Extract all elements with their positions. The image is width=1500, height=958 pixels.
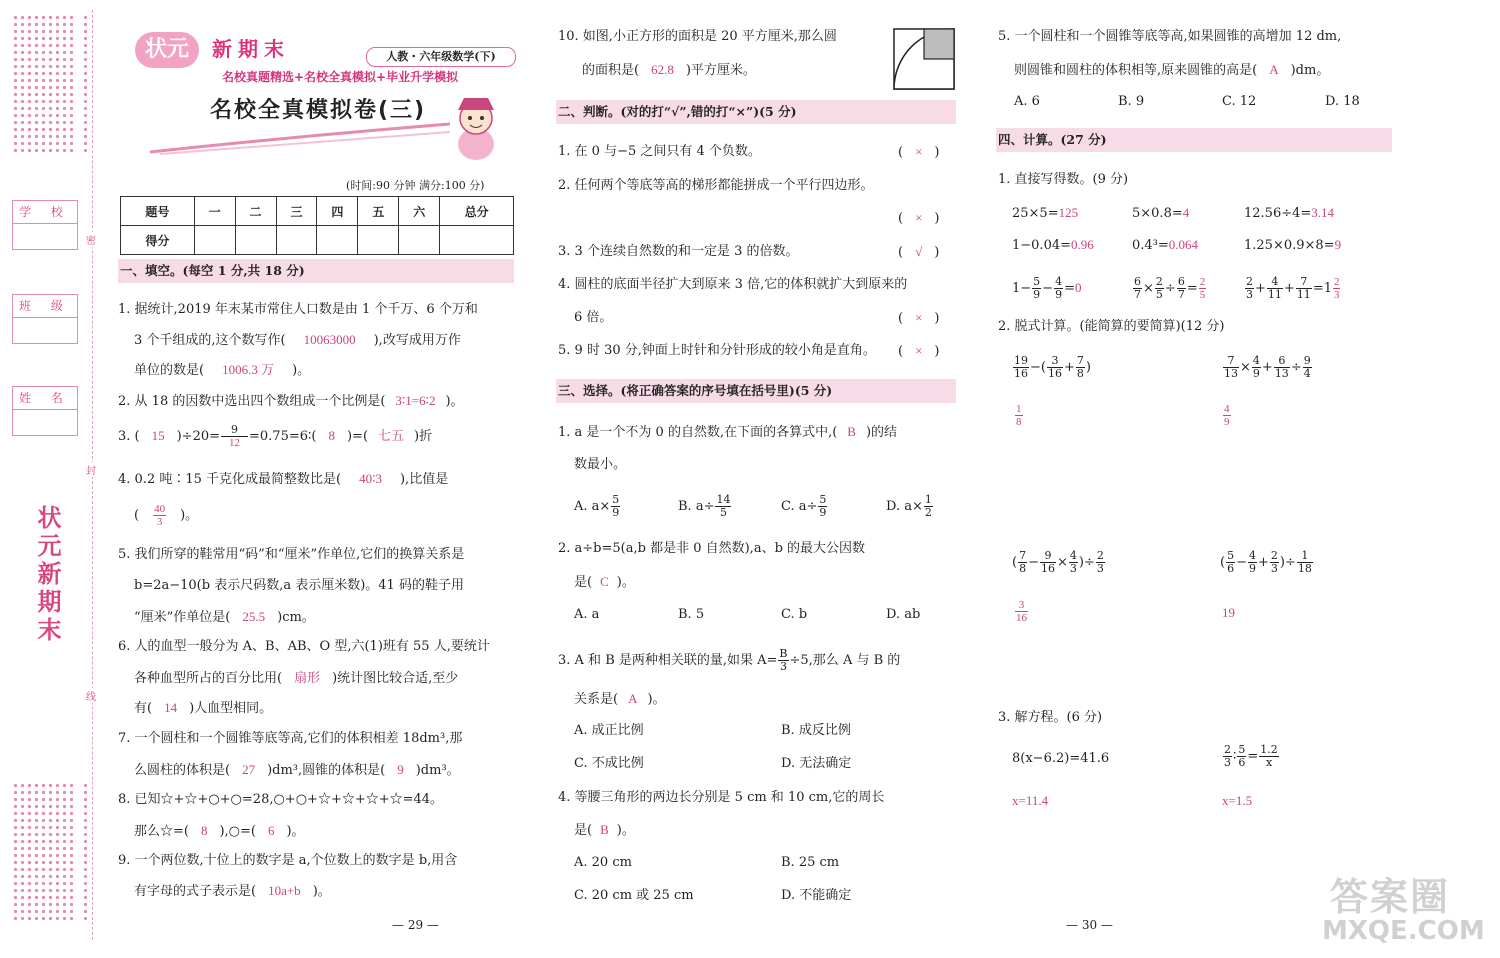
choice-q2-line2: 是( C )。 [574, 574, 635, 590]
fill-q6-line1: 6. 人的血型一般分为 A、B、AB、O 型,六(1)班有 55 人,要统计 [118, 639, 490, 654]
section-choice-header: 三、选择。(将正确答案的序号填在括号里)(5 分) [556, 379, 956, 403]
judge-q1-answer: ( × ) [898, 144, 940, 160]
calc-step-expr: $\frac{19}{16}$ −( $\frac{3}{16}$ + $\frac{7}{8}$ ) [1014, 354, 1091, 380]
equation-1-answer: x=11.4 [1012, 793, 1049, 808]
title-swoosh [150, 122, 450, 156]
equation-2: $\frac{2}{3}$ ∶ $\frac{5}{6}$ = $\frac{1.2}{x}$ [1224, 743, 1278, 769]
answer: 10a+b [268, 883, 301, 898]
decor-dots-top [12, 14, 74, 154]
calc-item: $\frac{2}{3}$ + $\frac{4}{11}$ + $\frac{7}{11}$ =1 $\frac{2}{3}$ [1246, 275, 1340, 301]
judge-q4-line2: 6 倍。 [574, 310, 613, 325]
score-input[interactable] [317, 226, 358, 255]
score-header-row [121, 197, 514, 226]
circle-square-figure [893, 28, 955, 90]
fill-q5-line1: 5. 我们所穿的鞋常用“码”和“厘米”作单位,它们的换算关系是 [118, 547, 465, 562]
judge-q5-answer: ( × ) [898, 343, 940, 359]
judge-q4: 4. 圆柱的底面半径扩大到原来 3 倍,它的体积就扩大到原来的 [558, 277, 908, 292]
fill-q2: 2. 从 18 的因数中选出四个数组成一个比例是( 3∶1=6∶2 )。 [118, 393, 464, 409]
fill-q9-line1: 9. 一个两位数,十位上的数字是 a,个位数上的数字是 b,用含 [118, 853, 458, 868]
score-input[interactable] [276, 226, 317, 255]
watermark-logo: 答案圈 [1330, 875, 1451, 919]
name-label: 姓 名 [13, 387, 77, 410]
judge-q4-answer: ( × ) [898, 310, 940, 326]
score-cell: 五 [358, 197, 399, 226]
judge-q2: 2. 任何两个等底等高的梯形都能拼成一个平行四边形。 [558, 178, 874, 193]
score-row-label: 得分 [121, 226, 195, 255]
fill-q6-line3: 有( 14 )人血型相同。 [134, 700, 273, 716]
section-judge-header: 二、判断。(对的打“√”,错的打“×”)(5 分) [556, 100, 956, 124]
choice-q1-option-b[interactable]: B. a÷ $\frac{14}{5}$ [678, 493, 731, 519]
score-input[interactable] [399, 226, 440, 255]
seal-feng: 封 [86, 462, 96, 477]
judge-q1: 1. 在 0 与−5 之间只有 4 个负数。 [558, 144, 761, 159]
answer: 40∶3 [359, 471, 382, 486]
fill-q6-line2: 各种血型所占的百分比用( 扇形 )统计图比较合适,至少 [134, 670, 459, 686]
calc-item: $\frac{6}{7}$ × $\frac{2}{5}$ ÷ $\frac{6}{7}$ = $\frac{2}{5}$ [1134, 275, 1206, 301]
choice-q3-line1: 3. A 和 B 是两种相关联的量,如果 A= $\frac{B}{3}$ ÷5,那么 A 与 B 的 [558, 647, 901, 673]
choice-q5-line2: 则圆锥和圆柱的体积相等,原来圆锥的高是( A )dm。 [1014, 62, 1330, 78]
calc-part2-title: 2. 脱式计算。(能简算的要简算)(12 分) [998, 319, 1225, 334]
choice-q3-line2: 关系是( A )。 [574, 691, 666, 707]
answer: B [600, 822, 609, 837]
fill-q1-line3: 单位的数是( 1006.3 万 )。 [134, 362, 311, 378]
name-field[interactable] [12, 386, 78, 436]
fill-q1-line1: 1. 据统计,2019 年末某市常住人口数是由 1 个千万、6 个万和 [118, 302, 478, 317]
school-field[interactable] [12, 200, 78, 250]
choice-q5-option-c[interactable]: C. 12 [1222, 94, 1257, 109]
calc-item: 12.56÷4=3.14 [1244, 205, 1335, 221]
choice-q4-line1: 4. 等腰三角形的两边长分别是 5 cm 和 10 cm,它的周长 [558, 790, 885, 805]
fill-q7-line2: 么圆柱的体积是( 27 )dm³,圆锥的体积是( 9 )dm³。 [134, 762, 460, 778]
calc-step-expr: ( $\frac{7}{8}$ − $\frac{9}{16}$ × $\frac{4}{3}$ )÷ $\frac{2}{3}$ [1012, 549, 1104, 575]
choice-q1-line2: 数最小。 [574, 457, 627, 472]
calc-step-answer: $\frac{4}{9}$ [1224, 403, 1230, 428]
calc-item: 1.25×0.9×8=9 [1244, 237, 1342, 253]
answer: 8 [328, 428, 335, 443]
calc-step-answer: 19 [1222, 605, 1235, 620]
score-cell: 题号 [121, 197, 195, 226]
choice-q2-option-a[interactable]: A. a [574, 607, 600, 622]
score-cell: 六 [399, 197, 440, 226]
choice-q3-option-d[interactable]: D. 无法确定 [781, 756, 852, 771]
answer: 27 [242, 762, 256, 777]
seal-mi: 密 [86, 232, 96, 247]
watermark-url: MXQE.COM [1322, 916, 1485, 946]
choice-q4-option-b[interactable]: B. 25 cm [781, 855, 840, 870]
answer: 3∶1=6∶2 [395, 393, 436, 408]
choice-q2-line1: 2. a÷b=5(a,b 都是非 0 自然数),a、b 的最大公因数 [558, 541, 866, 556]
answer: A [1269, 62, 1279, 77]
answer: 6 [267, 823, 275, 838]
judge-q5: 5. 9 时 30 分,钟面上时针和分针形成的较小角是直角。 [558, 343, 876, 358]
answer: 10063000 [303, 332, 356, 347]
fill-q4-line2: ( $\frac{40}{3}$ )。 [134, 503, 199, 528]
mascot-icon [442, 92, 510, 162]
section-fill-header: 一、填空。(每空 1 分,共 18 分) [118, 259, 514, 283]
choice-q2-option-d[interactable]: D. ab [886, 607, 921, 622]
brand-name: 新期末 [212, 37, 290, 61]
choice-q3-option-b[interactable]: B. 成反比例 [781, 723, 851, 738]
equation-2-answer: x=1.5 [1222, 793, 1253, 808]
seal-xian: 线 [86, 688, 96, 703]
choice-q5-option-b[interactable]: B. 9 [1118, 94, 1145, 109]
fill-q7-line1: 7. 一个圆柱和一个圆锥等底等高,它们的体积相差 18dm³,那 [118, 731, 463, 746]
score-input[interactable] [235, 226, 276, 255]
fill-q5-line3: “厘米”作单位是( 25.5 )cm。 [134, 609, 315, 625]
calc-item: 25×5=125 [1012, 205, 1079, 221]
time-info: (时间:90 分钟 满分:100 分) [346, 179, 485, 192]
choice-q4-option-d[interactable]: D. 不能确定 [781, 888, 852, 903]
score-entry-row [121, 226, 514, 255]
score-cell: 四 [317, 197, 358, 226]
choice-q3-option-a[interactable]: A. 成正比例 [574, 723, 644, 738]
answer: 15 [151, 428, 165, 443]
answer: C [600, 574, 609, 589]
page-number-left: — 29 — [392, 918, 439, 932]
choice-q4-option-a[interactable]: A. 20 cm [574, 855, 632, 870]
decor-dots-col-bottom [82, 782, 90, 922]
vertical-brand-title: 状元新期末 [33, 505, 61, 645]
fill-q1-line2: 3 个千组成的,这个数写作( 10063000 ),改写成用万作 [134, 332, 461, 348]
choice-q1-option-a[interactable]: A. a× $\frac{5}{9}$ [574, 493, 620, 519]
score-cell: 三 [276, 197, 317, 226]
score-cell: 二 [235, 197, 276, 226]
answer: B [847, 424, 856, 439]
calc-part3-title: 3. 解方程。(6 分) [998, 710, 1103, 725]
page-number-right: — 30 — [1066, 918, 1113, 932]
section-calc-header: 四、计算。(27 分) [996, 128, 1392, 152]
equation-1: 8(x−6.2)=41.6 [1012, 751, 1110, 766]
calc-item: 1−0.04=0.96 [1012, 237, 1094, 253]
decor-dots-bottom [12, 782, 74, 922]
calc-part1-title: 1. 直接写得数。(9 分) [998, 172, 1129, 187]
calc-item: 5×0.8=4 [1132, 205, 1190, 221]
fill-q5-line2: b=2a−10(b 表示尺码数,a 表示厘米数)。41 码的鞋子用 [134, 578, 464, 593]
brand-badge: 状元 [135, 32, 199, 68]
choice-q1-line1: 1. a 是一个不为 0 的自然数,在下面的各算式中,( B )的结 [558, 424, 898, 440]
score-input[interactable] [358, 226, 399, 255]
fill-q9-line2: 有字母的式子表示是( 10a+b )。 [134, 883, 331, 899]
answer: 七五 [378, 428, 405, 443]
calc-step-expr: $\frac{7}{13}$ × $\frac{4}{9}$ + $\frac{6}{13}$ ÷ $\frac{9}{4}$ [1224, 354, 1311, 380]
answer: 62.8 [651, 62, 674, 77]
answer: 9 [397, 762, 404, 777]
judge-q2-answer: ( × ) [898, 210, 940, 226]
answer: 14 [164, 700, 178, 715]
choice-q2-option-c[interactable]: C. b [781, 607, 808, 622]
answer: 扇形 [294, 670, 321, 685]
choice-q5-line1: 5. 一个圆柱和一个圆锥等底等高,如果圆锥的高增加 12 dm, [998, 29, 1342, 44]
score-table [120, 196, 514, 255]
choice-q1-option-d[interactable]: D. a× $\frac{1}{2}$ [886, 493, 932, 519]
school-label: 学 校 [13, 201, 77, 224]
choice-q5-option-a[interactable]: A. 6 [1014, 94, 1040, 109]
answer: 25.5 [242, 609, 266, 624]
score-cell: 总分 [440, 197, 514, 226]
fill-q10-line1: 10. 如图,小正方形的面积是 20 平方厘米,那么圆 [558, 29, 837, 44]
edition-label: 人教・六年级数学(下) [366, 47, 516, 67]
calc-step-expr: ( $\frac{5}{6}$ − $\frac{4}{9}$ + $\frac{2}{3}$ )÷ $\frac{1}{18}$ [1220, 549, 1312, 575]
choice-q4-line2: 是( B )。 [574, 822, 635, 838]
calc-step-answer: $\frac{1}{8}$ [1016, 403, 1022, 428]
exam-title: 名校全真模拟卷(三) [210, 98, 427, 123]
fill-q8-line2: 那么☆=( 8 ),○=( 6 )。 [134, 823, 305, 839]
answer: 8 [200, 823, 208, 838]
judge-q3: 3. 3 个连续自然数的和一定是 3 的倍数。 [558, 244, 799, 259]
score-cell: 一 [194, 197, 235, 226]
slogan: 名校真题精选+名校全真模拟+毕业升学模拟 [222, 70, 459, 84]
class-field[interactable] [12, 294, 78, 344]
fill-q4-line1: 4. 0.2 吨∶15 千克化成最简整数比是( 40∶3 ),比值是 [118, 471, 449, 487]
choice-q5-option-d[interactable]: D. 18 [1325, 94, 1360, 109]
calc-step-answer: $\frac{3}{16}$ [1016, 599, 1027, 624]
decor-dots-col [82, 14, 90, 154]
score-input[interactable] [440, 226, 514, 255]
score-input[interactable] [194, 226, 235, 255]
fill-q8-line1: 8. 已知☆+☆+○+○=28,○+○+☆+☆+☆+☆=44。 [118, 792, 444, 807]
calc-item: 0.4³=0.064 [1132, 237, 1199, 253]
choice-q4-option-c[interactable]: C. 20 cm 或 25 cm [574, 888, 694, 903]
fill-q3: 3. ( 15 )÷20= $\frac{9}{12}$ =0.75=6∶( 8 )=( 七五 )折 [118, 423, 433, 449]
class-label: 班 级 [13, 295, 77, 318]
calc-item: 1− $\frac{5}{9}$ − $\frac{4}{9}$ =0 [1012, 275, 1082, 301]
answer: 1006.3 万 [222, 362, 275, 377]
judge-q3-answer: ( √ ) [898, 244, 940, 260]
choice-q3-option-c[interactable]: C. 不成比例 [574, 756, 644, 771]
choice-q2-option-b[interactable]: B. 5 [678, 607, 705, 622]
fill-q10-line2: 的面积是( 62.8 )平方厘米。 [582, 62, 756, 78]
answer: A [628, 691, 638, 706]
choice-q1-option-c[interactable]: C. a÷ $\frac{5}{9}$ [781, 493, 827, 519]
